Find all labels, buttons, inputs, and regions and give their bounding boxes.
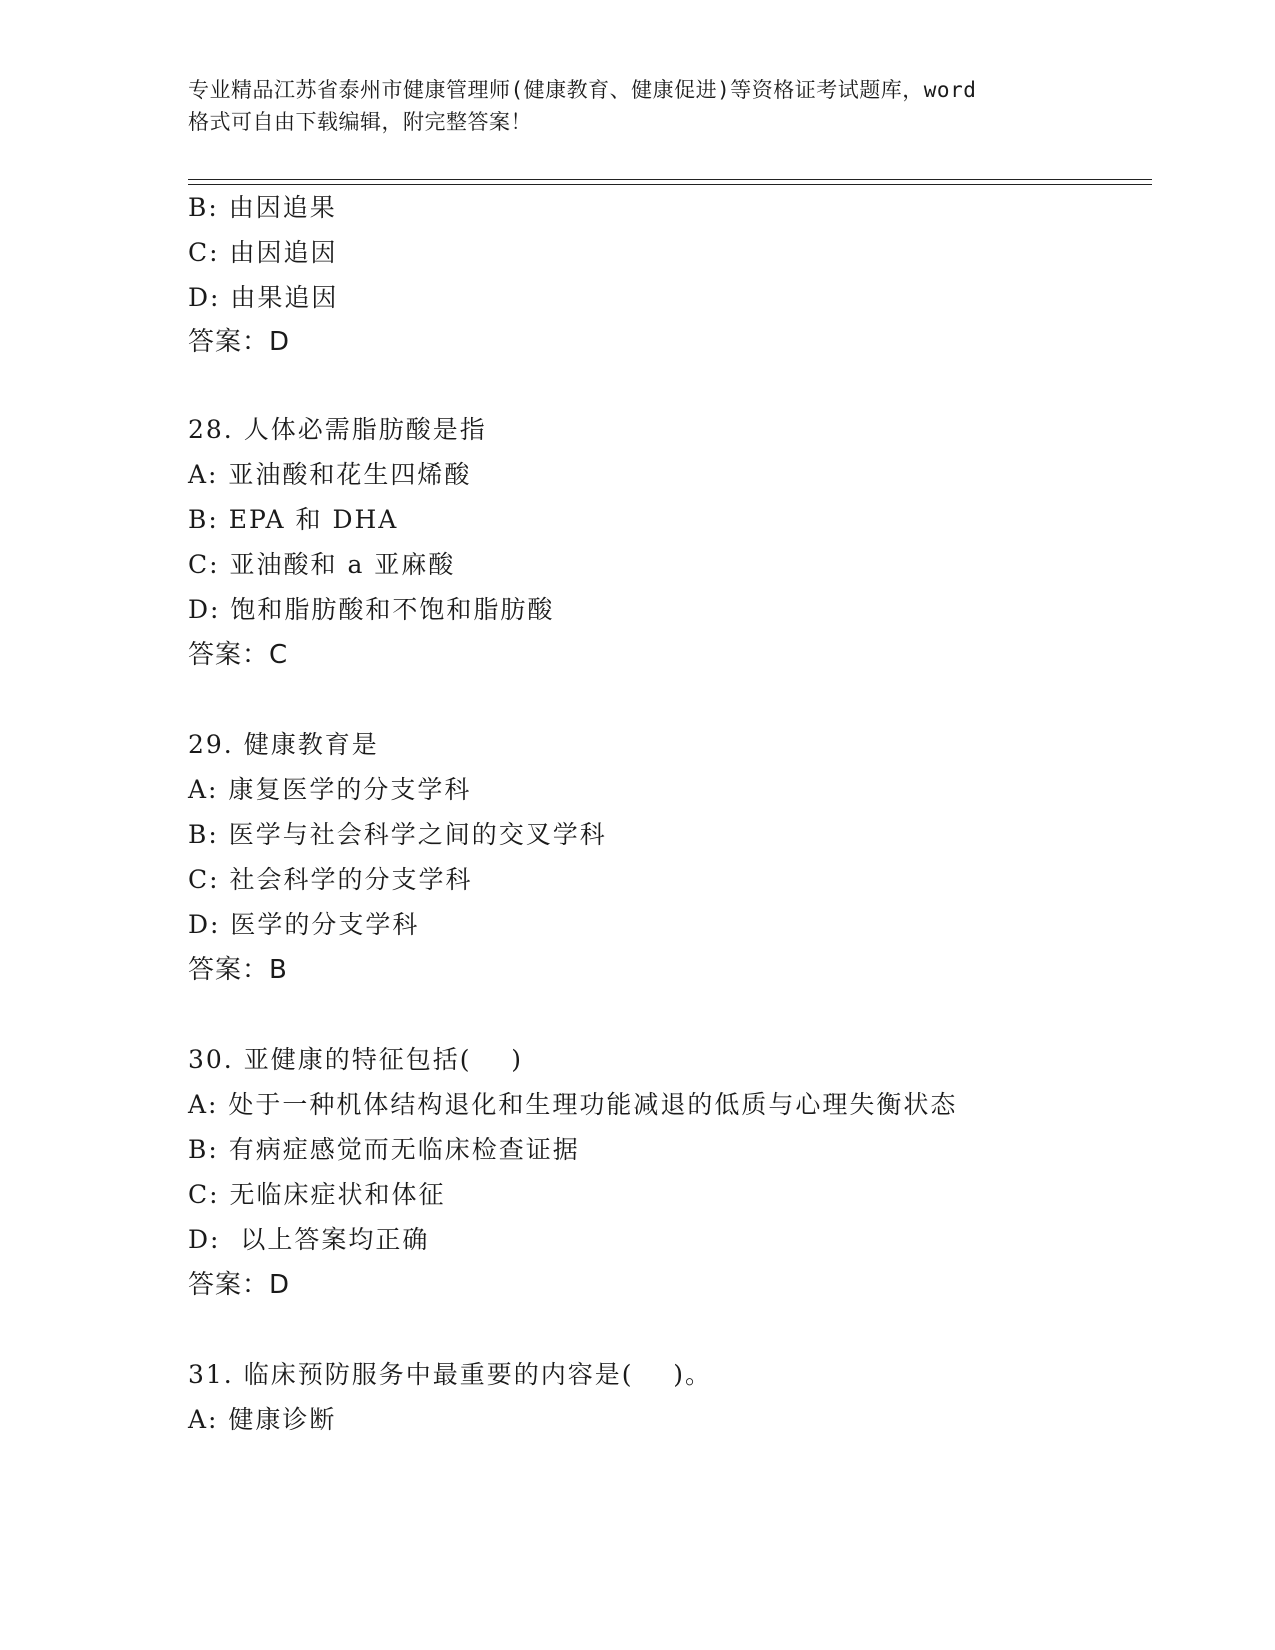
header-divider-top xyxy=(188,179,1152,180)
option-b-q29: B: 医学与社会科学之间的交叉学科 xyxy=(188,820,607,849)
header-line-2: 格式可自由下载编辑，附完整答案！ xyxy=(188,110,532,134)
option-d-q27: D: 由果追因 xyxy=(188,283,339,312)
option-c-q29: C: 社会科学的分支学科 xyxy=(188,865,473,894)
question-31: 31. 临床预防服务中最重要的内容是( )。 xyxy=(188,1360,713,1389)
header-divider-bottom xyxy=(188,184,1152,185)
option-b-q27: B: 由因追果 xyxy=(188,193,337,222)
option-d-q29: D: 医学的分支学科 xyxy=(188,910,420,939)
header-line-1: 专业精品江苏省泰州市健康管理师(健康教育、健康促进)等资格证考试题库，word xyxy=(188,78,977,102)
option-c-q30: C: 无临床症状和体征 xyxy=(188,1180,446,1209)
question-29: 29. 健康教育是 xyxy=(188,730,379,759)
question-30: 30. 亚健康的特征包括( ) xyxy=(188,1045,523,1074)
option-d-q28: D: 饱和脂肪酸和不饱和脂肪酸 xyxy=(188,595,555,624)
answer-q28: 答案：C xyxy=(188,640,289,670)
option-d-q30: D: 以上答案均正确 xyxy=(188,1225,430,1254)
option-c-q28: C: 亚油酸和 a 亚麻酸 xyxy=(188,550,456,579)
answer-q27: 答案：D xyxy=(188,327,291,357)
option-b-q28: B: EPA 和 DHA xyxy=(188,505,399,534)
answer-q30: 答案：D xyxy=(188,1270,291,1300)
document-header xyxy=(188,74,1088,138)
option-a-q30: A: 处于一种机体结构退化和生理功能减退的低质与心理失衡状态 xyxy=(188,1090,958,1119)
option-c-q27: C: 由因追因 xyxy=(188,238,338,267)
option-a-q29: A: 康复医学的分支学科 xyxy=(188,775,472,804)
option-b-q30: B: 有病症感觉而无临床检查证据 xyxy=(188,1135,580,1164)
option-a-q28: A: 亚油酸和花生四烯酸 xyxy=(188,460,472,489)
answer-q29: 答案：B xyxy=(188,955,288,985)
option-a-q31: A: 健康诊断 xyxy=(188,1405,337,1434)
question-28: 28. 人体必需脂肪酸是指 xyxy=(188,415,487,444)
